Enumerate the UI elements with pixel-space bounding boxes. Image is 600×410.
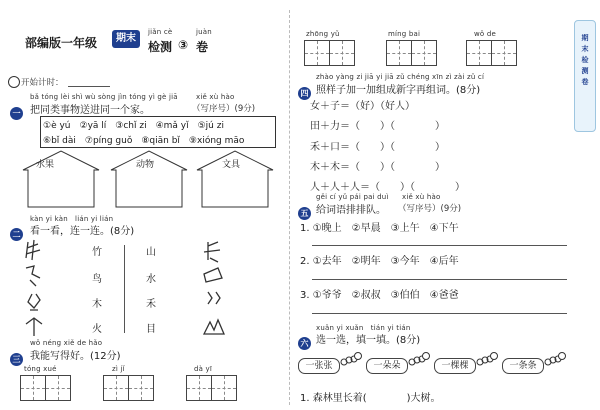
s4-title: 照样子加一加组成新字再组词。(8分) — [316, 85, 481, 96]
side-tab-char-1: 期 — [581, 34, 589, 42]
caterpillar-icon-1 — [340, 350, 362, 370]
choice-tiaotiao[interactable]: 一条条 — [502, 358, 544, 374]
house-stationery[interactable] — [196, 150, 274, 208]
rtop-grid-1b[interactable] — [329, 40, 355, 66]
s2-pinyin: kàn yi kàn lián yi lián — [30, 215, 114, 223]
s2-divider — [124, 245, 125, 333]
s6-pinyin: xuǎn yi xuǎn tián yi tián — [316, 324, 411, 332]
s1-options-box — [40, 116, 276, 148]
s3-word1-pinyin: tóng xué — [24, 365, 57, 373]
s2-number: 二 — [10, 222, 23, 241]
s3-grid-2a[interactable] — [103, 375, 129, 401]
side-tab — [574, 20, 596, 132]
s5-pinyin: gěi cí yǔ pái pai duì — [316, 193, 389, 201]
timer-label: 开始计时： — [21, 78, 64, 88]
s4-pinyin: zhào yàng zi jiā yi jiā zǔ chéng xīn zì zài zǔ cí — [316, 73, 485, 81]
s5-note: （写序号）(9分) — [398, 204, 462, 214]
s3-pinyin: wǒ néng xiě de hǎo — [30, 339, 103, 347]
s4-row-4[interactable]: 人＋人＋人＝（ ）（ ） — [310, 182, 465, 193]
s4-number: 四 — [298, 81, 311, 100]
s3-number: 三 — [10, 347, 23, 366]
rtop-word1-pinyin: zhōng yǔ — [306, 30, 340, 38]
s1-options-row1: ①è yú ②yā lí ③chǐ zi ④mǎ yǐ ⑤jú zi — [43, 121, 224, 131]
s5-answer-line-3[interactable] — [312, 313, 567, 314]
rtop-word2-pinyin: míng bai — [388, 30, 421, 38]
s5-number: 五 — [298, 201, 311, 220]
ancient-chars-left — [22, 238, 46, 338]
rtop-word3-pinyin: wǒ de — [474, 30, 496, 38]
edition-label: 部编版一年级 — [25, 36, 98, 50]
house-animal-label: 动物 — [136, 160, 155, 170]
ancient-chars-right — [200, 238, 226, 338]
juan-pinyin: juàn — [196, 28, 212, 36]
s1-number: 一 — [10, 101, 23, 120]
s1-note-pinyin: xiě xù hào — [196, 93, 235, 101]
caterpillar-icon-2 — [408, 350, 430, 370]
s2-left-char-3[interactable]: 木 — [92, 299, 102, 310]
page-title: 检测 — [148, 40, 173, 54]
s1-pinyin: bǎ tóng lèi shì wù sòng jìn tóng yì gè jiā — [30, 93, 178, 101]
s3-grid-1a[interactable] — [20, 375, 46, 401]
s5-item-3: 3. ①爷爷 ②叔叔 ③伯伯 ④爸爸 — [300, 290, 459, 301]
s2-right-char-4[interactable]: 目 — [146, 324, 156, 335]
juan-label: 卷 — [196, 40, 209, 54]
choice-zhangzhang[interactable]: 一张张 — [298, 358, 340, 374]
rtop-grid-3a[interactable] — [466, 40, 492, 66]
s5-answer-line-2[interactable] — [312, 279, 567, 280]
s1-note: （写序号）(9分) — [192, 104, 256, 114]
timer-line — [68, 86, 110, 87]
s2-right-char-3[interactable]: 禾 — [146, 299, 156, 310]
s3-word2-pinyin: zì jǐ — [112, 365, 125, 373]
s5-item-1: 1. ①晚上 ②早晨 ③上午 ④下午 — [300, 223, 459, 234]
s3-grid-3b[interactable] — [211, 375, 237, 401]
house-animal[interactable] — [110, 150, 188, 208]
s4-row-1[interactable]: 田＋力＝（ ）（ ） — [310, 121, 445, 132]
page-fold — [289, 10, 290, 405]
title-pinyin: jiǎn cè — [148, 28, 173, 36]
s5-item-2: 2. ①去年 ②明年 ③今年 ④后年 — [300, 256, 459, 267]
rtop-grid-2a[interactable] — [386, 40, 412, 66]
house-fruit[interactable] — [22, 150, 100, 208]
side-tab-char-3: 检 — [581, 56, 589, 64]
choice-duoduo[interactable]: 一朵朵 — [366, 358, 408, 374]
test-number: ③ — [178, 38, 189, 52]
house-fruit-label: 水果 — [36, 160, 55, 170]
caterpillar-icon-4 — [544, 350, 566, 370]
s6-question-1[interactable]: 1. 森林里长着( )大树。 — [300, 393, 441, 404]
s4-row-2[interactable]: 禾＋口＝（ ）（ ） — [310, 142, 445, 153]
s3-grid-2b[interactable] — [128, 375, 154, 401]
s2-right-char-2[interactable]: 水 — [146, 274, 156, 285]
side-tab-char-5: 卷 — [581, 78, 589, 86]
side-tab-char-4: 测 — [581, 67, 589, 75]
s4-example: 女＋子＝（好）（好人） — [310, 101, 415, 112]
s6-title: 选一选，填一填。(8分) — [316, 335, 421, 346]
side-tab-char-2: 末 — [581, 45, 589, 53]
caterpillar-icon-3 — [476, 350, 498, 370]
s5-title: 给词语排排队。 — [316, 205, 386, 216]
s3-word3-pinyin: dà yī — [194, 365, 213, 373]
s4-row-3[interactable]: 木＋木＝（ ）（ ） — [310, 162, 445, 173]
choice-keke[interactable]: 一棵棵 — [434, 358, 476, 374]
s5-answer-line-1[interactable] — [312, 245, 567, 246]
clock-icon — [8, 76, 20, 88]
rtop-grid-3b[interactable] — [491, 40, 517, 66]
rtop-grid-2b[interactable] — [411, 40, 437, 66]
rtop-grid-1a[interactable] — [304, 40, 330, 66]
s2-left-char-4[interactable]: 火 — [92, 324, 102, 335]
s3-title: 我能写得好。(12分) — [30, 351, 121, 362]
s3-grid-1b[interactable] — [45, 375, 71, 401]
s3-grid-3a[interactable] — [186, 375, 212, 401]
s5-note-pinyin: xiě xù hào — [402, 193, 441, 201]
house-stationery-label: 文具 — [222, 160, 241, 170]
s2-left-char-2[interactable]: 鸟 — [92, 274, 102, 285]
s2-right-char-1[interactable]: 山 — [146, 247, 156, 258]
exam-badge: 期末 — [112, 30, 140, 48]
s1-options-row2: ⑥bǐ dài ⑦píng guǒ ⑧qiān bǐ ⑨xióng māo — [43, 136, 245, 146]
s2-title: 看一看，连一连。(8分) — [30, 226, 135, 237]
s2-left-char-1[interactable]: 竹 — [92, 247, 102, 258]
s6-number: 六 — [298, 331, 311, 350]
s1-title: 把同类事物送进同一个家。 — [30, 105, 150, 116]
